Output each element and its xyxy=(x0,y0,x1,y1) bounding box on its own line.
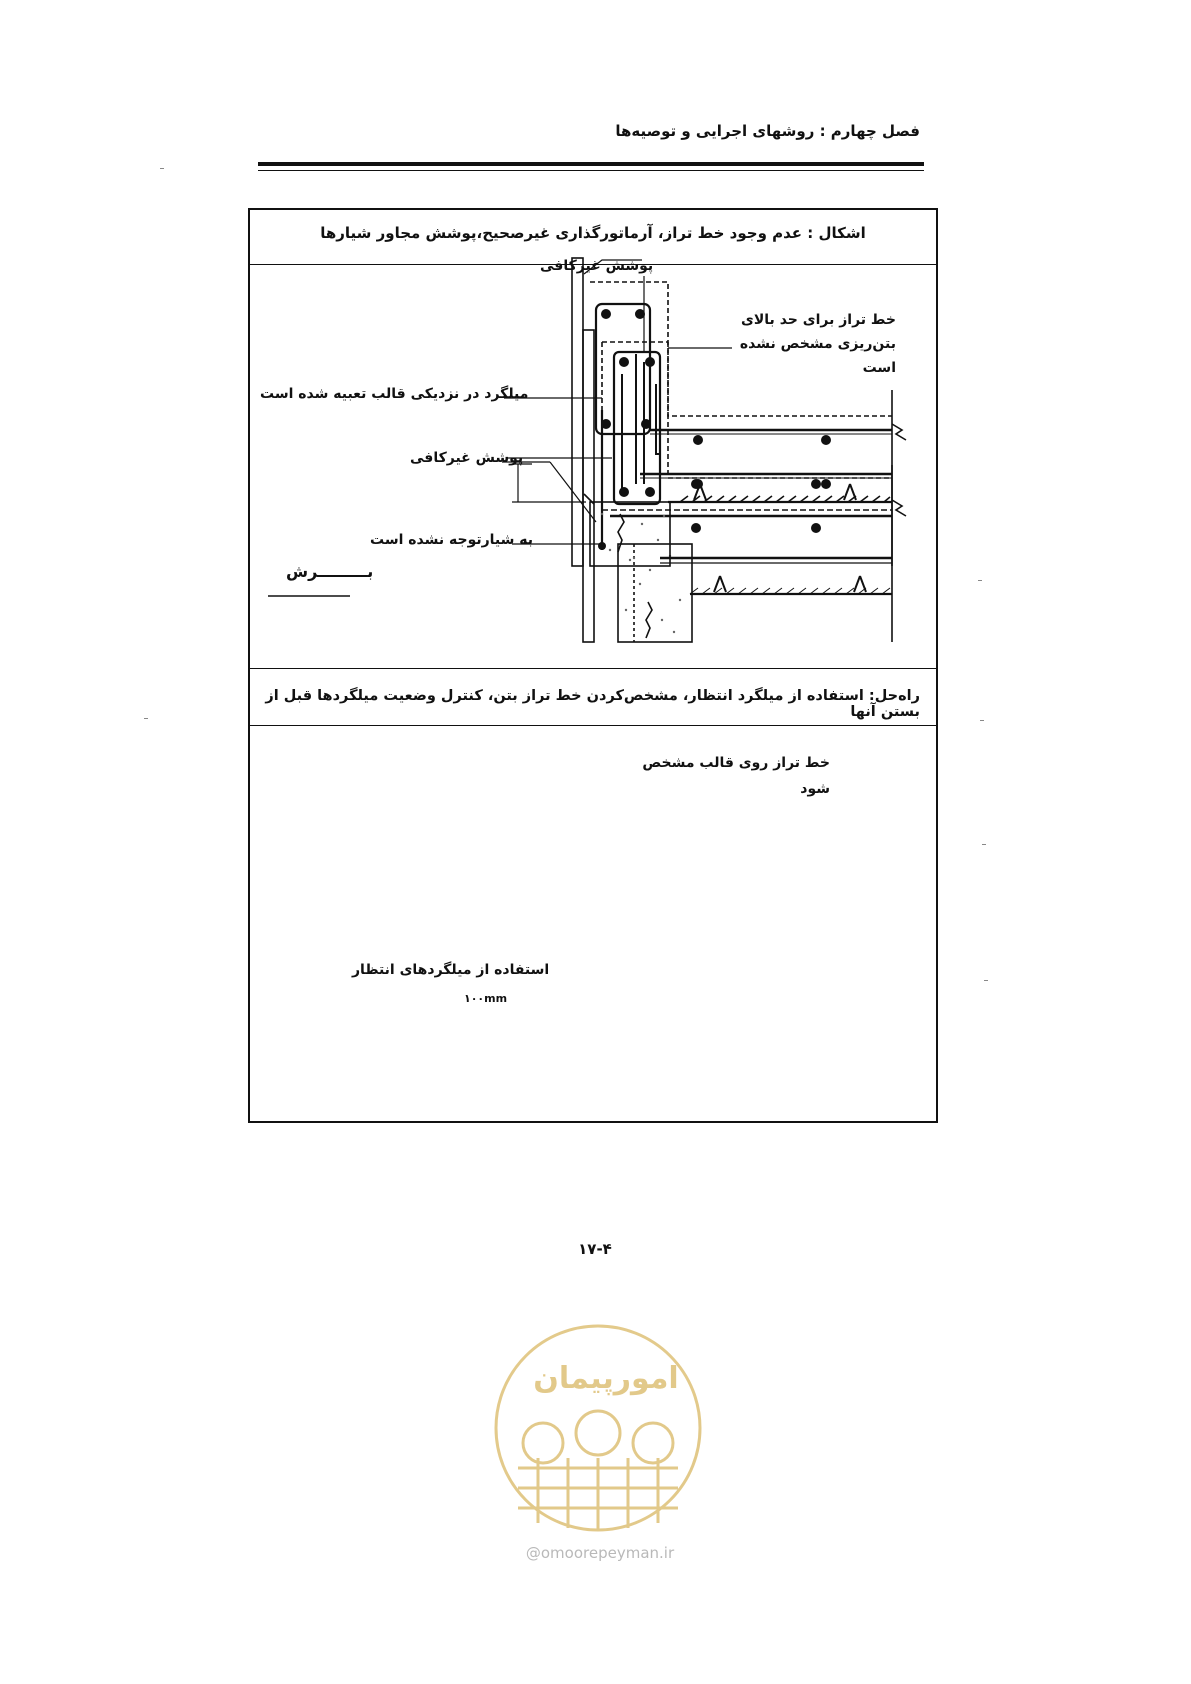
figure-caption: اشکال : عدم وجود خط تراز، آرماتورگذاری غیرصحیح،پوشش مجاور شیارها xyxy=(320,224,866,242)
watermark-logo xyxy=(488,1318,708,1538)
scan-mark xyxy=(144,718,148,719)
watermark-logo-text: امورپیمان xyxy=(533,1361,679,1396)
label-dimension: ۱۰۰mm xyxy=(464,992,508,1005)
label-groove: به شیارتوجه نشده است xyxy=(370,532,534,548)
solution-text: راه‌حل: استفاده از میلگرد انتظار، مشخص‌کردن خط تراز بتن، کنترل وضعیت میلگردها قبل از بستن آنها xyxy=(265,688,920,720)
label-level-on-form-2: شود xyxy=(800,781,830,797)
label-insufficient-cover-top: پوشش غیرکافی xyxy=(540,258,654,274)
label-section: بـــــــــرش xyxy=(286,562,374,581)
scan-mark xyxy=(160,168,164,169)
scan-mark xyxy=(980,720,984,721)
watermark-url: @omoorepeyman.ir xyxy=(525,1544,675,1562)
label-level-on-form xyxy=(630,750,830,802)
figure-box xyxy=(248,208,938,1123)
label-rebar-near-form: میلگرد در نزدیکی قالب تعبیه شده است xyxy=(260,386,529,402)
label-insufficient-cover-side: پوشش غیرکافی xyxy=(410,450,524,466)
chapter-title: فصل چهارم : روشهای اجرایی و توصیه‌ها xyxy=(615,122,920,140)
header-rule-thin xyxy=(258,170,924,171)
scan-mark xyxy=(978,580,982,581)
page-number: ۱۷-۴ xyxy=(578,1240,612,1258)
scan-mark xyxy=(984,980,988,981)
label-level-line-1: خط تراز برای حد بالای xyxy=(741,312,896,328)
formwork-wall-2 xyxy=(572,258,583,566)
bottom-section-diagram xyxy=(250,210,940,610)
label-level-on-form-1: خط تراز روی قالب مشخص xyxy=(642,755,830,771)
header-rule-thick xyxy=(258,162,924,166)
scan-mark xyxy=(982,844,986,845)
label-starter-bars: استفاده از میلگردهای انتظار xyxy=(352,962,550,978)
solution-divider-bottom xyxy=(250,725,936,726)
label-level-line-3: است xyxy=(862,360,896,376)
label-level-line-2: بتن‌ریزی مشخص نشده xyxy=(739,336,896,352)
